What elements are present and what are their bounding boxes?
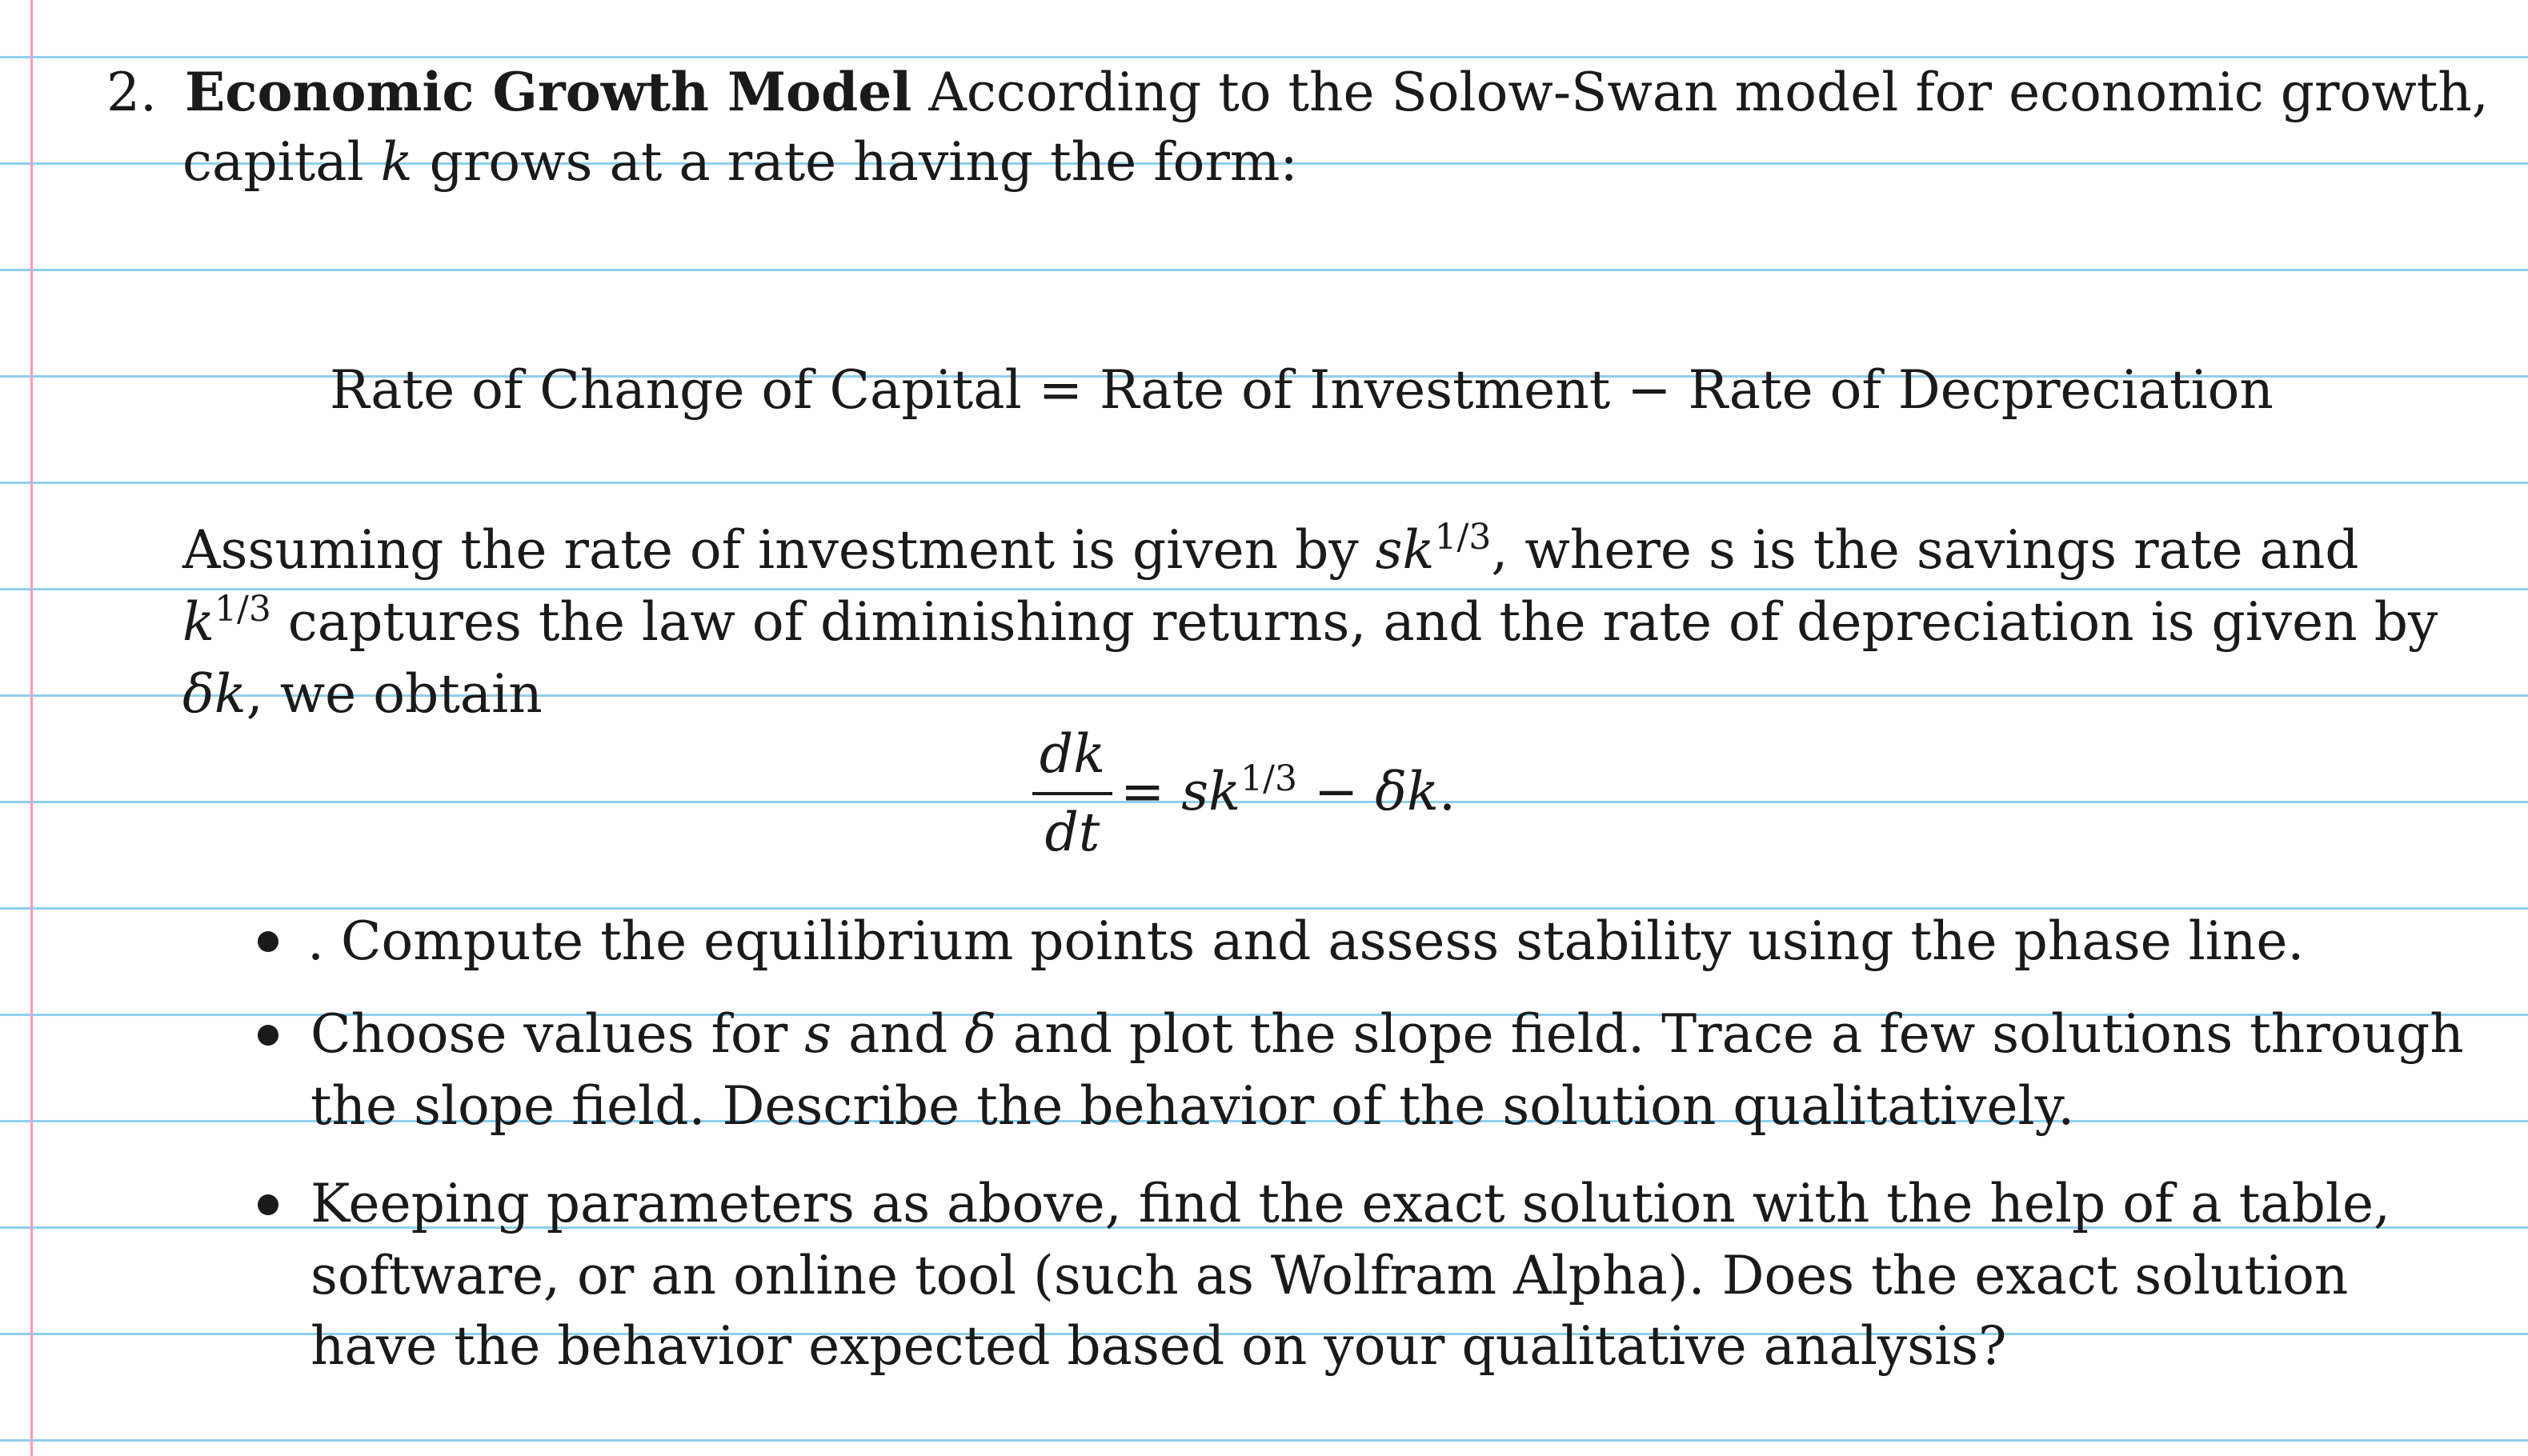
math-sk: sk [1375,519,1435,581]
assumption-text: , we obtain [246,663,543,725]
bullet-2-line2: the slope field. Describe the behavior of the solution qualitatively. [310,1075,2075,1137]
exponent: 1/3 [214,588,271,630]
ode-equals: = [1120,761,1165,822]
intro-text: capital [182,131,381,193]
problem-heading [106,56,2489,129]
bullet-1-text: . Compute the equilibrium points and assess stability using the phase line. [307,910,2305,972]
exponent: 1/3 [1434,516,1492,558]
bullet-point [258,1194,278,1215]
word-eq-depreciation: Rate of Decpreciation [1688,359,2274,421]
var-s: s [804,1003,832,1065]
word-equation [330,354,2274,426]
word-eq-minus: − [1610,359,1689,421]
problem-intro-line2 [182,126,1298,198]
var-k: k [380,131,413,193]
margin-line [30,0,33,1456]
bullet-point [258,931,278,952]
assumption-line1 [182,514,2359,586]
bullet-3-line3: have the behavior expected based on your qualitative analysis? [310,1315,2007,1377]
intro-text-end: grows at a rate having the form: [412,131,1298,193]
fraction-numerator: dk [1039,723,1106,785]
assumption-text: captures the law of diminishing returns, and the rate of depreciation is given by [270,591,2438,653]
problem-title: Economic Growth Model [184,61,912,123]
bullet-3-line2: software, or an online tool (such as Wolfram Alpha). Does the exact solution [310,1245,2349,1306]
ode-delta-k: − δk [1296,761,1439,822]
word-eq-lhs: Rate of Change of Capital [330,359,1022,421]
assumption-text: , where s is the savings rate and [1491,519,2359,581]
assumption-line3 [182,658,543,730]
bullet-text: and [831,1003,965,1065]
word-eq-investment: Rate of Investment [1100,359,1611,421]
bullet-point [258,1025,278,1046]
ode-period: . [1438,761,1456,822]
bullet-2-line1 [310,998,2464,1070]
assumption-text: Assuming the rate of investment is given by [182,519,1376,581]
bullet-text: and plot the slope field. Trace a few solutions through [996,1003,2464,1065]
derivative-fraction [1032,720,1112,867]
math-k: k [182,591,214,653]
fraction-denominator: dt [1044,802,1100,863]
exponent: 1/3 [1240,758,1297,799]
bullet-text: Choose values for [310,1003,805,1065]
var-delta: δ [964,1003,996,1065]
fraction-bar [1032,792,1112,795]
bullet-3-line1: Keeping parameters as above, find the exact solution with the help of a table, [310,1173,2391,1234]
ode-rhs [1120,756,1456,828]
ode-sk: sk [1181,761,1241,822]
word-eq-equals: = [1021,359,1100,421]
problem-number: 2. [106,62,157,123]
problem-intro-line1: According to the Solow-Swan model for economic growth, [928,62,2489,123]
assumption-line2 [182,586,2438,658]
math-delta-k: δk [182,663,246,725]
